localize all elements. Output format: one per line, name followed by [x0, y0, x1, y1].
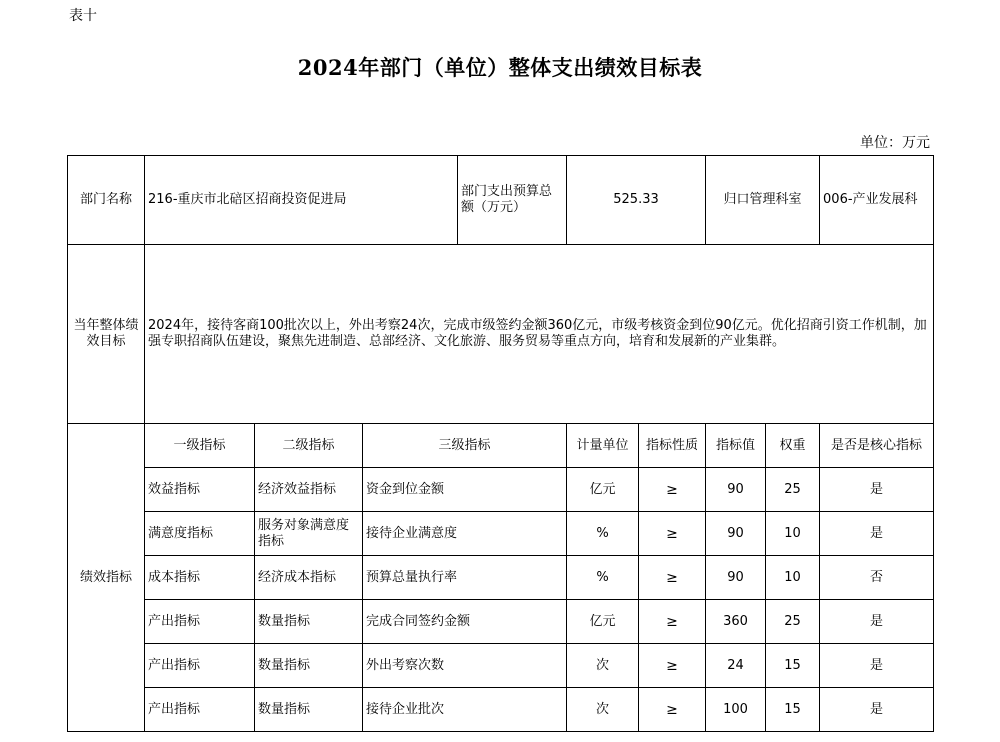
table-row [68, 644, 934, 688]
dept-name-label: 部门名称 [68, 156, 145, 245]
col-header: 指标值 [706, 424, 766, 468]
level3-cell: 接待企业满意度 [363, 512, 567, 556]
level1-cell: 效益指标 [145, 468, 255, 512]
core-cell: 是 [820, 600, 934, 644]
weight-cell: 25 [766, 600, 820, 644]
performance-table [67, 155, 934, 732]
indicators-label: 绩效指标 [68, 424, 145, 732]
level2-cell: 经济效益指标 [255, 468, 363, 512]
unit-cell: % [567, 556, 639, 600]
value-cell: 24 [706, 644, 766, 688]
table-row [68, 688, 934, 732]
page-title: 2024年部门（单位）整体支出绩效目标表 [297, 55, 703, 80]
value-cell: 360 [706, 600, 766, 644]
core-cell: 是 [820, 688, 934, 732]
value-cell: 90 [706, 556, 766, 600]
level2-cell: 经济成本指标 [255, 556, 363, 600]
level2-cell: 服务对象满意度指标 [255, 512, 363, 556]
goal-label: 当年整体绩效目标 [68, 245, 145, 424]
goal-text: 2024年，接待客商100批次以上，外出考察24次，完成市级签约金额360亿元，市级考核资金到位90亿元。优化招商引资工作机制，加强专职招商队伍建设，聚焦先进制造、总部经济、文化旅游、服务贸易等重点方向，培育和发展新的产业集群。 [145, 245, 934, 424]
core-cell: 是 [820, 644, 934, 688]
level1-cell: 产出指标 [145, 644, 255, 688]
nature-cell: ≥ [639, 512, 706, 556]
level3-cell: 外出考察次数 [363, 644, 567, 688]
table-row [68, 600, 934, 644]
table-row [68, 556, 934, 600]
core-cell: 否 [820, 556, 934, 600]
weight-cell: 15 [766, 688, 820, 732]
level1-cell: 产出指标 [145, 688, 255, 732]
page-label: 表十 [69, 8, 97, 24]
level1-cell: 成本指标 [145, 556, 255, 600]
col-header: 二级指标 [255, 424, 363, 468]
table-row [68, 468, 934, 512]
nature-cell: ≥ [639, 468, 706, 512]
level2-cell: 数量指标 [255, 644, 363, 688]
goal-row [68, 245, 934, 424]
level2-cell: 数量指标 [255, 600, 363, 644]
col-header: 一级指标 [145, 424, 255, 468]
nature-cell: ≥ [639, 688, 706, 732]
col-header: 权重 [766, 424, 820, 468]
budget-value: 525.33 [567, 156, 706, 245]
value-cell: 100 [706, 688, 766, 732]
unit-cell: 次 [567, 688, 639, 732]
level3-cell: 预算总量执行率 [363, 556, 567, 600]
office-value: 006-产业发展科 [820, 156, 934, 245]
level3-cell: 资金到位金额 [363, 468, 567, 512]
value-cell: 90 [706, 512, 766, 556]
col-header: 三级指标 [363, 424, 567, 468]
col-header: 是否是核心指标 [820, 424, 934, 468]
level2-cell: 数量指标 [255, 688, 363, 732]
budget-label: 部门支出预算总额（万元） [458, 156, 567, 245]
level3-cell: 完成合同签约金额 [363, 600, 567, 644]
level1-cell: 产出指标 [145, 600, 255, 644]
weight-cell: 25 [766, 468, 820, 512]
unit-label: 单位：万元 [860, 135, 930, 151]
unit-cell: % [567, 512, 639, 556]
unit-cell: 次 [567, 644, 639, 688]
col-header: 指标性质 [639, 424, 706, 468]
core-cell: 是 [820, 512, 934, 556]
level1-cell: 满意度指标 [145, 512, 255, 556]
nature-cell: ≥ [639, 600, 706, 644]
col-header: 计量单位 [567, 424, 639, 468]
core-cell: 是 [820, 468, 934, 512]
level3-cell: 接待企业批次 [363, 688, 567, 732]
weight-cell: 15 [766, 644, 820, 688]
dept-info-row [68, 156, 934, 245]
office-label: 归口管理科室 [706, 156, 820, 245]
dept-name-value: 216-重庆市北碚区招商投资促进局 [145, 156, 458, 245]
nature-cell: ≥ [639, 644, 706, 688]
nature-cell: ≥ [639, 556, 706, 600]
value-cell: 90 [706, 468, 766, 512]
unit-cell: 亿元 [567, 468, 639, 512]
weight-cell: 10 [766, 556, 820, 600]
unit-cell: 亿元 [567, 600, 639, 644]
weight-cell: 10 [766, 512, 820, 556]
table-row [68, 512, 934, 556]
indicator-header-row [68, 424, 934, 468]
